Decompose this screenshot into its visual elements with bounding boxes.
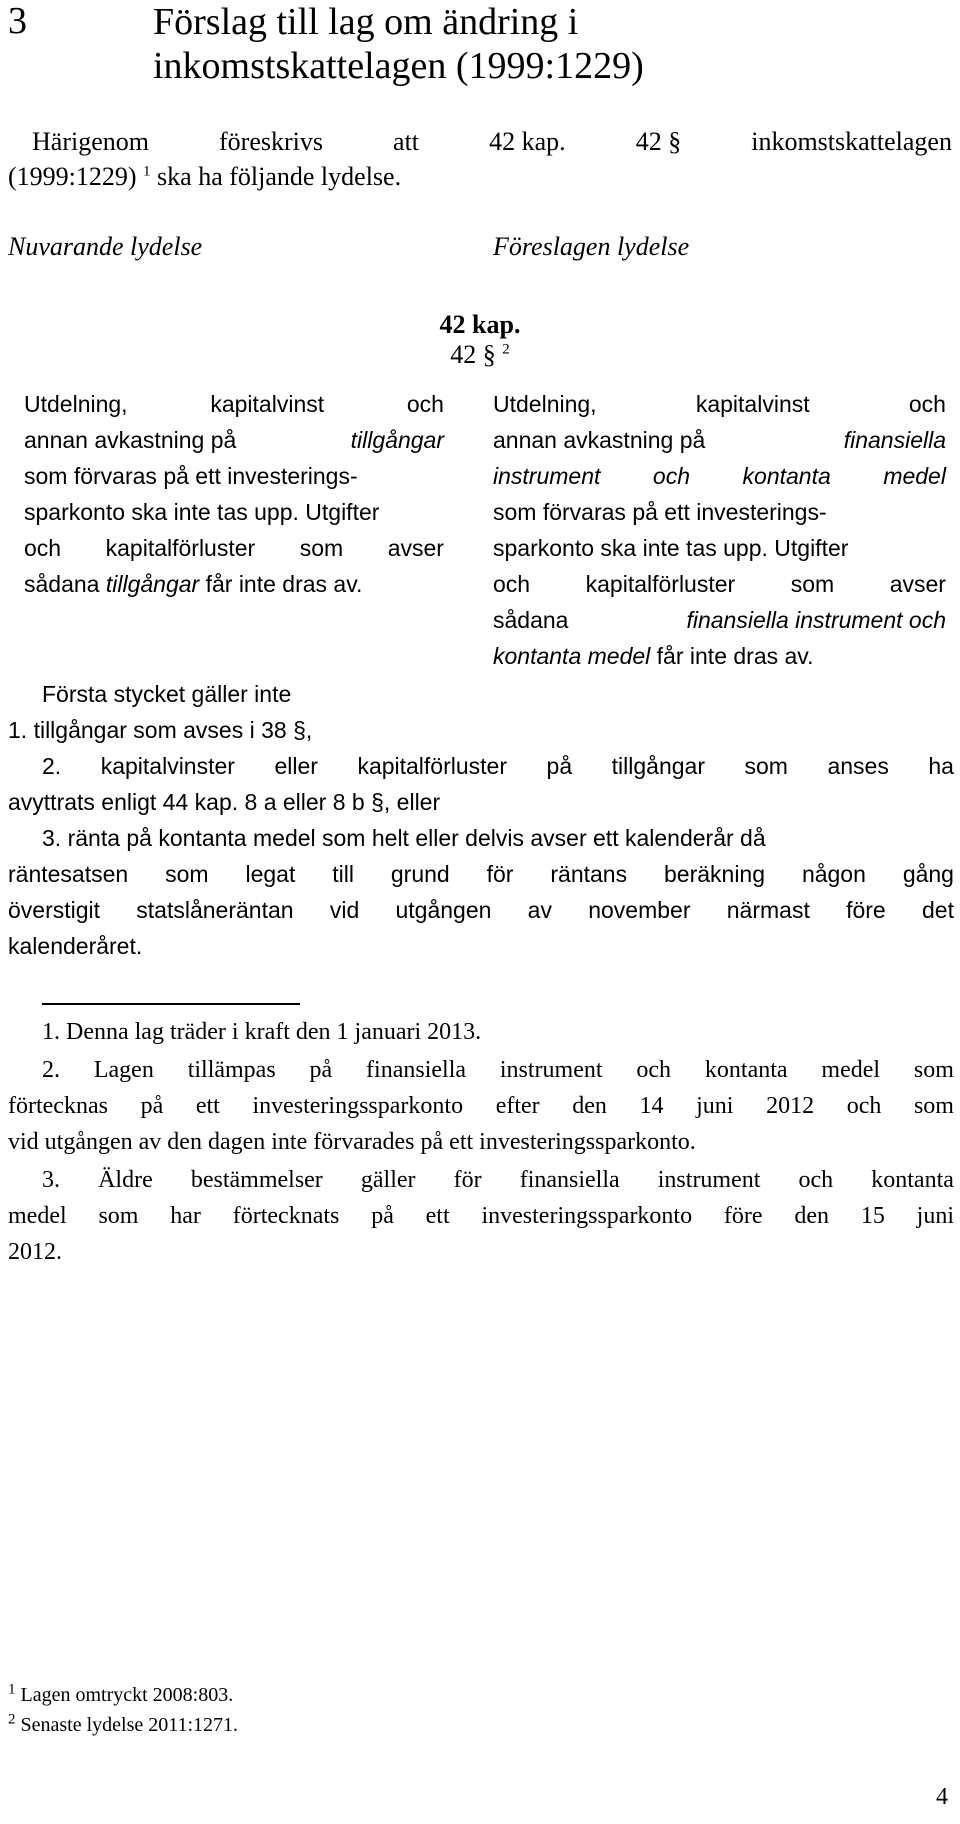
intro-word: Härigenom (32, 127, 149, 156)
text-line: Utdelning, kapitalvinst och (493, 391, 946, 417)
text-line: sparkonto ska inte tas upp. Utgifter (24, 499, 380, 525)
text-line: avyttrats enligt 44 kap. 8 a eller 8 b §, eller (8, 789, 441, 815)
text-line: kalenderåret. (8, 933, 143, 959)
text-line: Utdelning, kapitalvinst och (24, 391, 444, 417)
text-line: räntesatsen som legat till grund för räntans beräkning någon gång (8, 861, 954, 887)
text-line: 2. Lagen tillämpas på finansiella instrument och kontanta medel som (42, 1057, 954, 1083)
text-line: 3. Äldre bestämmelser gäller för finansiella instrument och kontanta (42, 1167, 954, 1193)
transitional-2 (8, 1052, 954, 1160)
intro-word: föreskrivs (219, 127, 323, 156)
text-line: och kapitalförluster som avser (493, 571, 946, 597)
text-line: sparkonto ska inte tas upp. Utgifter (493, 535, 849, 561)
heading-title-line1: Förslag till lag om ändring i (153, 1, 579, 43)
text-line: 2. kapitalvinster eller kapitalförluster på tillgångar som anses ha (42, 753, 954, 779)
text-line: som förvaras på ett investerings- (493, 499, 827, 525)
text-line: överstigit statslåneräntan vid utgången av november närmast före det (8, 897, 954, 923)
intro-paragraph (8, 124, 952, 194)
text-line: 2012. (8, 1239, 62, 1265)
exception-item-2 (8, 748, 954, 820)
heading-number: 3 (8, 0, 27, 42)
text-line: annan avkastning på tillgångar (24, 427, 444, 453)
text-line: sådana tillgångar får inte dras av. (24, 571, 363, 597)
text-line: kontanta medel får inte dras av. (493, 643, 814, 669)
intro-line1 (8, 124, 952, 159)
footnote-ref-2: 2 (502, 341, 510, 358)
text-line: instrument och kontanta medel (493, 463, 946, 489)
text-line: medel som har förtecknats på ett investeringssparkonto före den 15 juni (8, 1203, 954, 1229)
transitional-3 (8, 1162, 954, 1270)
exception-item-3 (8, 820, 954, 964)
footnote-1: $^1$ Lagen omtryckt 2008:803. (8, 1681, 234, 1706)
section-label: 42 § $^2$ (450, 340, 510, 369)
text-line: annan avkastning på finansiella (493, 427, 946, 453)
text-line: och kapitalförluster som avser (24, 535, 444, 561)
text-line: sådana finansiella instrument och (493, 607, 946, 633)
left-column-header: Nuvarande lydelse (8, 232, 203, 261)
text-line: som förvaras på ett investerings- (24, 463, 358, 489)
intro-word: inkomstskattelagen (751, 127, 952, 156)
intro-section-ref: 42 § (635, 127, 682, 156)
footnote-2: $^2$ Senaste lydelse 2011:1271. (8, 1711, 239, 1736)
heading-title-line2: inkomstskattelagen (1999:1229) (153, 45, 644, 87)
text-line: 3. ränta på kontanta medel som helt eller delvis avser ett kalenderår då (42, 825, 766, 851)
right-column-text (493, 386, 946, 674)
exceptions-intro: Första stycket gäller inte (42, 681, 292, 707)
left-column-text (24, 386, 444, 602)
text-line: vid utgången av den dagen inte förvarades på ett investeringssparkonto. (8, 1129, 696, 1155)
transitional-1: 1. Denna lag träder i kraft den 1 januari 2013. (42, 1019, 482, 1045)
page-number: 4 (936, 1784, 948, 1810)
intro-word: att (393, 127, 420, 156)
chapter-label: 42 kap. (439, 310, 521, 339)
intro-line2: (1999:1229) $^1$ ska ha följande lydelse. (8, 162, 402, 191)
intro-word: 42 kap. (489, 127, 566, 156)
right-column-header: Föreslagen lydelse (493, 232, 690, 261)
text-line: förtecknas på ett investeringssparkonto efter den 14 juni 2012 och som (8, 1093, 954, 1119)
transitional-separator (42, 1003, 300, 1005)
heading-title (153, 0, 933, 88)
exception-item-1: 1. tillgångar som avses i 38 §, (8, 717, 313, 743)
footnote-ref-1: 1 (143, 163, 151, 180)
